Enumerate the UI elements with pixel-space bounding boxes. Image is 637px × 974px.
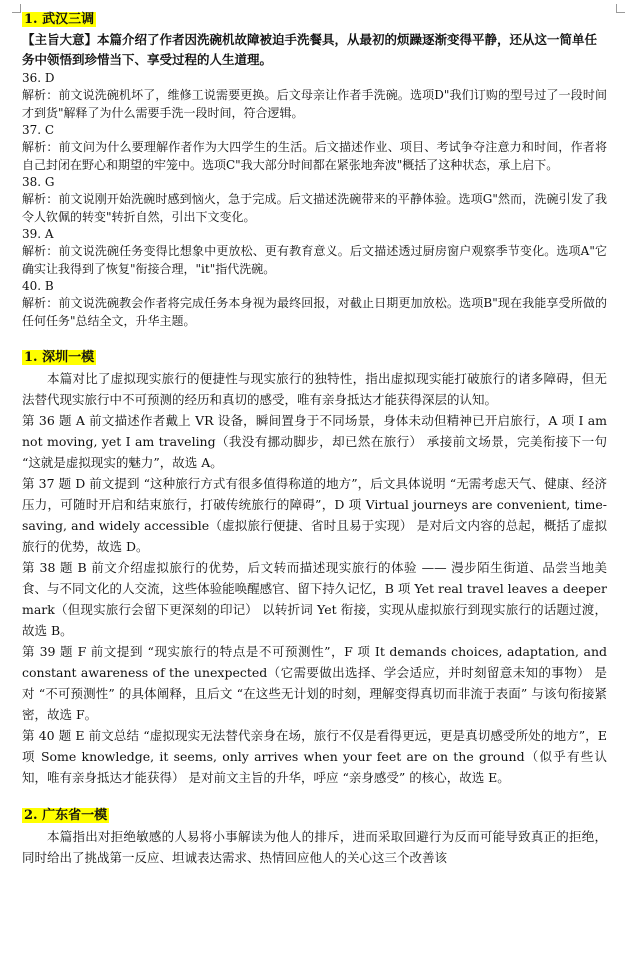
question-38-paragraph: 第 38 题 B 前文介绍虚拟旅行的优势，后文转而描述现实旅行的体验 —— 漫步陌生街道、品尝当地美食、与不同文化的人交流，这些体验能唤醒感官、留下持久记忆，B 项 Yet real travel leaves a deeper mark（但现实旅行会留下更深刻的印记） 以转折词 Yet 衔接，实现从虚拟旅行到现实旅行的话题过渡，故选 B。: [22, 560, 607, 638]
section-guangdong: [22, 806, 607, 868]
explanation-36: 解析：前文说洗碗机坏了，维修工说需要更换。后文母亲让作者手洗碗。选项D"我们订购的型号过了一段时间才到货"解释了为什么需要手洗一段时间，符合逻辑。: [22, 88, 607, 120]
section-title-guangdong: 2. 广东省一模: [24, 808, 108, 823]
answer-40: 40. B: [22, 279, 54, 293]
answer-37: 37. C: [22, 123, 55, 137]
theme-summary: 【主旨大意】本篇介绍了作者因洗碗机故障被迫手洗餐具，从最初的烦躁逐渐变得平静，还从这一简单任务中领悟到珍惜当下、享受过程的人生道理。: [22, 32, 598, 67]
corner-crop-mark-left: [12, 4, 21, 13]
explanation-37: 解析：前文问为什么要理解作者作为大四学生的生活。后文描述作业、项目、考试争夺注意力和时间，作者将自己封闭在野心和期望的牢笼中。选项C"我大部分时间都在紧张地奔波"概括了这种状态，承上启下。: [22, 140, 607, 172]
question-39-paragraph: 第 39 题 F 前文提到 “现实旅行的特点是不可预测性”，F 项 It demands choices, adaptation, and constant awareness of the unexpected（它需要做出选择、学会适应，并时刻留意未知的事物） 是对 “不可预测性” 的具体阐释，且后文 “在这些无计划的时刻，理解变得真切而非流于表面” 与该句衔接紧密，故选 F。: [22, 644, 607, 722]
section-wuhan: [22, 10, 607, 330]
answer-39: 39. A: [22, 227, 54, 241]
answer-38: 38. G: [22, 175, 55, 189]
section-gap: [22, 788, 607, 806]
intro-paragraph: 本篇指出对拒绝敏感的人易将小事解读为他人的排斥，进而采取回避行为反而可能导致真正的拒绝，同时给出了挑战第一反应、坦诚表达需求、热情回应他人的关心这三个改善该: [22, 829, 607, 865]
section-title-shenzhen: 1. 深圳一模: [24, 350, 95, 365]
section-shenzhen: [22, 348, 607, 788]
explanation-39: 解析：前文说洗碗任务变得比想象中更放松、更有教育意义。后文描述透过厨房窗户观察季节变化。选项A"它确实让我得到了恢复"衔接合理，"it"指代洗碗。: [22, 244, 607, 276]
answer-36: 36. D: [22, 71, 55, 85]
question-37-paragraph: 第 37 题 D 前文提到 “这种旅行方式有很多值得称道的地方”，后文具体说明 “无需考虑天气、健康、经济压力，可随时开启和结束旅行，打破传统旅行的障碍”，D 项 Virtual journeys are convenient, time-saving, and widely accessible（虚拟旅行便捷、省时且易于实现） 是对后文内容的总起，概括了虚拟旅行的优势，故选 D。: [22, 476, 607, 554]
question-40-paragraph: 第 40 题 E 前文总结 “虚拟现实无法替代亲身在场，旅行不仅是看得更远，更是真切感受所处的地方”，E 项 Some knowledge, it seems, only arrives when your feet are on the ground（似乎有些认知，唯有亲身抵达才能获得） 是对前文主旨的升华，呼应 “亲身感受” 的核心，故选 E。: [22, 728, 607, 785]
section-gap: [22, 330, 607, 348]
explanation-40: 解析：前文说洗碗教会作者将完成任务本身视为最终回报，对截止日期更加放松。选项B"现在我能享受所做的任何任务"总结全文，升华主题。: [22, 296, 607, 328]
explanation-38: 解析：前文说刚开始洗碗时感到恼火，急于完成。后文描述洗碗带来的平静体验。选项G"然而，洗碗引发了我令人钦佩的转变"转折自然，引出下文变化。: [22, 192, 607, 224]
corner-crop-mark-right: [616, 4, 625, 13]
section-title-wuhan: 1. 武汉三调: [24, 12, 95, 27]
document-page: [22, 10, 607, 868]
intro-paragraph: 本篇对比了虚拟现实旅行的便捷性与现实旅行的独特性，指出虚拟现实能打破旅行的诸多障碍，但无法替代现实旅行中不可预测的经历和真切的感受，唯有亲身抵达才能获得深层的认知。: [22, 371, 607, 407]
question-36-paragraph: 第 36 题 A 前文描述作者戴上 VR 设备，瞬间置身于不同场景，身体未动但精神已开启旅行，A 项 I am not moving, yet I am traveling（我没有挪动脚步，却已然在旅行） 承接前文场景，完美衔接下一句 “这就是虚拟现实的魅力”，故选 A。: [22, 413, 607, 470]
